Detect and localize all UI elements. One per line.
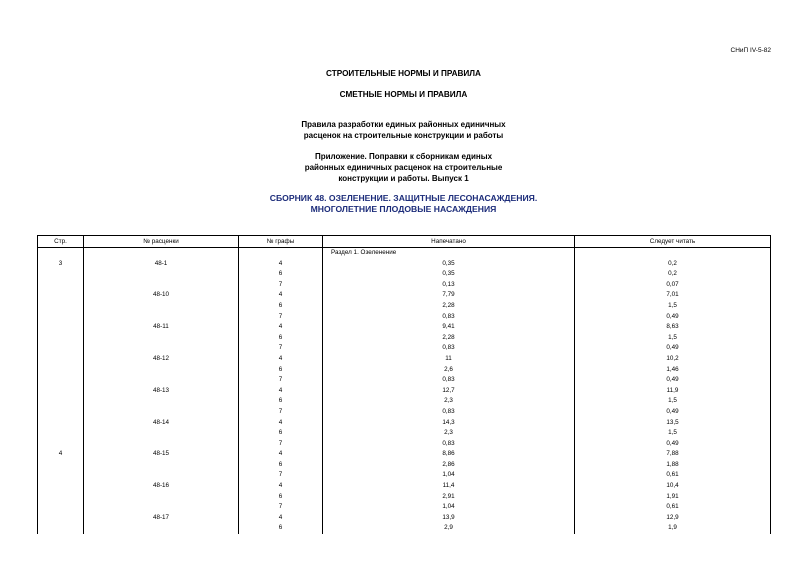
cell-printed: 0,83 bbox=[323, 439, 575, 450]
cell-column-number: 4 bbox=[239, 290, 323, 301]
cell-rate-number bbox=[84, 333, 239, 344]
cell-rate-number bbox=[84, 280, 239, 291]
cell-should-read: 1,9 bbox=[575, 523, 771, 534]
cell-should-read: 11,9 bbox=[575, 386, 771, 397]
cell-should-read: 8,63 bbox=[575, 322, 771, 333]
cell-rate-number bbox=[84, 492, 239, 503]
cell-column-number: 4 bbox=[239, 418, 323, 429]
cell-rate-number bbox=[84, 470, 239, 481]
cell-page bbox=[38, 418, 84, 429]
cell-should-read: 1,5 bbox=[575, 333, 771, 344]
cell-should-read: 12,9 bbox=[575, 513, 771, 524]
cell-page bbox=[38, 428, 84, 439]
cell-printed: 7,79 bbox=[323, 290, 575, 301]
cell-column-number: 7 bbox=[239, 375, 323, 386]
cell-should-read: 1,88 bbox=[575, 460, 771, 471]
cell-rate-number: 48-14 bbox=[84, 418, 239, 429]
cell-should-read: 1,91 bbox=[575, 492, 771, 503]
cell-printed: 2,6 bbox=[323, 365, 575, 376]
header-rate-number: № расценки bbox=[84, 236, 239, 248]
cell-printed: 2,28 bbox=[323, 301, 575, 312]
cell-printed: 0,35 bbox=[323, 259, 575, 270]
cell-printed: 14,3 bbox=[323, 418, 575, 429]
table-row bbox=[38, 365, 771, 376]
table-row bbox=[38, 354, 771, 365]
cell-printed: 9,41 bbox=[323, 322, 575, 333]
cell-page bbox=[38, 407, 84, 418]
cell-should-read: 1,5 bbox=[575, 428, 771, 439]
header-should-read: Следует читать bbox=[575, 236, 771, 248]
cell-should-read: 13,5 bbox=[575, 418, 771, 429]
title-rules-line: расценок на строительные конструкции и работы bbox=[303, 131, 504, 140]
cell-rate-number bbox=[84, 375, 239, 386]
cell-printed: 2,9 bbox=[323, 523, 575, 534]
cell-should-read: 0,61 bbox=[575, 470, 771, 481]
cell-column-number: 6 bbox=[239, 460, 323, 471]
table-row bbox=[38, 343, 771, 354]
cell-printed: 2,91 bbox=[323, 492, 575, 503]
cell-page bbox=[38, 322, 84, 333]
table-row bbox=[38, 492, 771, 503]
cell-printed: 0,83 bbox=[323, 343, 575, 354]
cell-column-number: 6 bbox=[239, 428, 323, 439]
cell-page bbox=[38, 280, 84, 291]
cell-rate-number: 48-16 bbox=[84, 481, 239, 492]
cell-page bbox=[38, 312, 84, 323]
table-row bbox=[38, 481, 771, 492]
cell-printed: 2,28 bbox=[323, 333, 575, 344]
cell-rate-number: 48-1 bbox=[84, 259, 239, 270]
cell-printed: 1,04 bbox=[323, 470, 575, 481]
table-row bbox=[38, 312, 771, 323]
table-row bbox=[38, 269, 771, 280]
cell-should-read: 7,88 bbox=[575, 449, 771, 460]
title-appendix-line: районных единичных расценок на строительные bbox=[304, 163, 503, 172]
title-appendix bbox=[0, 151, 807, 184]
table-row bbox=[38, 375, 771, 386]
header-printed: Напечатано bbox=[323, 236, 575, 248]
cell-printed: 2,3 bbox=[323, 428, 575, 439]
table-row bbox=[38, 523, 771, 534]
collection-title-line: СБОРНИК 48. ОЗЕЛЕНЕНИЕ. ЗАЩИТНЫЕ ЛЕСОНАСАЖДЕНИЯ. bbox=[269, 193, 538, 203]
table-row bbox=[38, 418, 771, 429]
cell-should-read: 0,49 bbox=[575, 343, 771, 354]
cell-rate-number bbox=[84, 428, 239, 439]
cell-printed: 12,7 bbox=[323, 386, 575, 397]
cell-page bbox=[38, 481, 84, 492]
cell-page bbox=[38, 513, 84, 524]
cell-rate-number: 48-11 bbox=[84, 322, 239, 333]
cell-rate-number bbox=[84, 460, 239, 471]
cell-column-number: 6 bbox=[239, 301, 323, 312]
title-appendix-line: Приложение. Поправки к сборникам единых bbox=[314, 152, 493, 161]
cell-should-read: 0,61 bbox=[575, 502, 771, 513]
cell-printed: 0,13 bbox=[323, 280, 575, 291]
cell-column-number: 4 bbox=[239, 259, 323, 270]
table-row bbox=[38, 428, 771, 439]
cell-column-number: 6 bbox=[239, 365, 323, 376]
cell-page: 3 bbox=[38, 259, 84, 270]
cell-rate-number bbox=[84, 439, 239, 450]
table-row bbox=[38, 396, 771, 407]
section-row bbox=[38, 248, 771, 259]
cell-column-number: 7 bbox=[239, 343, 323, 354]
cell-column-number: 7 bbox=[239, 407, 323, 418]
table-row bbox=[38, 322, 771, 333]
cell-printed: 13,9 bbox=[323, 513, 575, 524]
cell-page bbox=[38, 502, 84, 513]
cell-column-number: 4 bbox=[239, 386, 323, 397]
cell-printed: 8,86 bbox=[323, 449, 575, 460]
cell-column-number: 7 bbox=[239, 280, 323, 291]
cell-rate-number bbox=[84, 396, 239, 407]
cell-page bbox=[38, 396, 84, 407]
section-title: Раздел 1. Озеленение bbox=[323, 248, 575, 259]
cell-should-read: 0,2 bbox=[575, 259, 771, 270]
cell-column-number: 4 bbox=[239, 513, 323, 524]
table-row bbox=[38, 502, 771, 513]
cell-page bbox=[38, 365, 84, 376]
cell-column-number: 4 bbox=[239, 322, 323, 333]
cell-rate-number: 48-10 bbox=[84, 290, 239, 301]
cell-column-number: 7 bbox=[239, 312, 323, 323]
cell-column-number: 6 bbox=[239, 523, 323, 534]
cell-should-read: 0,49 bbox=[575, 375, 771, 386]
cell-rate-number: 48-15 bbox=[84, 449, 239, 460]
table-row bbox=[38, 290, 771, 301]
cell-printed: 1,04 bbox=[323, 502, 575, 513]
cell-printed: 11 bbox=[323, 354, 575, 365]
cell-column-number: 6 bbox=[239, 269, 323, 280]
table-row bbox=[38, 449, 771, 460]
cell-should-read: 7,01 bbox=[575, 290, 771, 301]
cell-should-read: 10,4 bbox=[575, 481, 771, 492]
cell-rate-number bbox=[84, 365, 239, 376]
cell-column-number: 4 bbox=[239, 354, 323, 365]
cell-page bbox=[38, 333, 84, 344]
cell-printed: 11,4 bbox=[323, 481, 575, 492]
cell-rate-number bbox=[84, 269, 239, 280]
cell-column-number: 4 bbox=[239, 481, 323, 492]
title-building-norms: СТРОИТЕЛЬНЫЕ НОРМЫ И ПРАВИЛА bbox=[326, 69, 481, 78]
cell-column-number: 6 bbox=[239, 396, 323, 407]
table-row bbox=[38, 280, 771, 291]
cell-page bbox=[38, 343, 84, 354]
cell-rate-number: 48-17 bbox=[84, 513, 239, 524]
document-code: СНиП IV-5-82 bbox=[730, 47, 771, 54]
cell-printed: 0,83 bbox=[323, 407, 575, 418]
table-row bbox=[38, 301, 771, 312]
cell-rate-number bbox=[84, 301, 239, 312]
cell-should-read: 0,49 bbox=[575, 439, 771, 450]
cell-page bbox=[38, 523, 84, 534]
title-rules-line: Правила разработки единых районных единичных bbox=[301, 120, 506, 129]
table-row bbox=[38, 470, 771, 481]
cell-rate-number: 48-13 bbox=[84, 386, 239, 397]
cell-rate-number bbox=[84, 312, 239, 323]
cell-page: 4 bbox=[38, 449, 84, 460]
cell-printed: 0,83 bbox=[323, 375, 575, 386]
cell-column-number: 7 bbox=[239, 470, 323, 481]
cell-page bbox=[38, 386, 84, 397]
cell-column-number: 6 bbox=[239, 492, 323, 503]
cell-column-number: 7 bbox=[239, 439, 323, 450]
cell-page bbox=[38, 460, 84, 471]
cell-should-read: 0,49 bbox=[575, 312, 771, 323]
cell-page bbox=[38, 492, 84, 503]
table-row bbox=[38, 460, 771, 471]
cell-should-read: 0,07 bbox=[575, 280, 771, 291]
cell-should-read: 1,46 bbox=[575, 365, 771, 376]
cell-page bbox=[38, 290, 84, 301]
cell-printed: 0,35 bbox=[323, 269, 575, 280]
cell-rate-number bbox=[84, 343, 239, 354]
cell-should-read: 0,2 bbox=[575, 269, 771, 280]
collection-title-line: МНОГОЛЕТНИЕ ПЛОДОВЫЕ НАСАЖДЕНИЯ bbox=[310, 204, 497, 214]
cell-printed: 2,86 bbox=[323, 460, 575, 471]
cell-should-read: 0,49 bbox=[575, 407, 771, 418]
cell-printed: 2,3 bbox=[323, 396, 575, 407]
cell-page bbox=[38, 470, 84, 481]
table-row bbox=[38, 386, 771, 397]
cell-page bbox=[38, 269, 84, 280]
cell-printed: 0,83 bbox=[323, 312, 575, 323]
table-row bbox=[38, 439, 771, 450]
header-page: Стр. bbox=[38, 236, 84, 248]
title-appendix-line: конструкции и работы. Выпуск 1 bbox=[338, 174, 469, 183]
corrections-table bbox=[37, 235, 771, 534]
cell-page bbox=[38, 301, 84, 312]
cell-rate-number bbox=[84, 502, 239, 513]
title-rules bbox=[0, 119, 807, 141]
header-column-number: № графы bbox=[239, 236, 323, 248]
cell-should-read: 1,5 bbox=[575, 301, 771, 312]
cell-page bbox=[38, 439, 84, 450]
cell-column-number: 6 bbox=[239, 333, 323, 344]
table-row bbox=[38, 259, 771, 270]
cell-should-read: 10,2 bbox=[575, 354, 771, 365]
title-estimate-norms: СМЕТНЫЕ НОРМЫ И ПРАВИЛА bbox=[339, 90, 468, 99]
cell-column-number: 4 bbox=[239, 449, 323, 460]
cell-rate-number bbox=[84, 523, 239, 534]
cell-rate-number bbox=[84, 407, 239, 418]
collection-title bbox=[0, 193, 807, 215]
table-header-row bbox=[38, 236, 771, 248]
cell-column-number: 7 bbox=[239, 502, 323, 513]
cell-page bbox=[38, 375, 84, 386]
table-row bbox=[38, 407, 771, 418]
table-row bbox=[38, 333, 771, 344]
cell-should-read: 1,5 bbox=[575, 396, 771, 407]
cell-page bbox=[38, 354, 84, 365]
table-row bbox=[38, 513, 771, 524]
cell-rate-number: 48-12 bbox=[84, 354, 239, 365]
